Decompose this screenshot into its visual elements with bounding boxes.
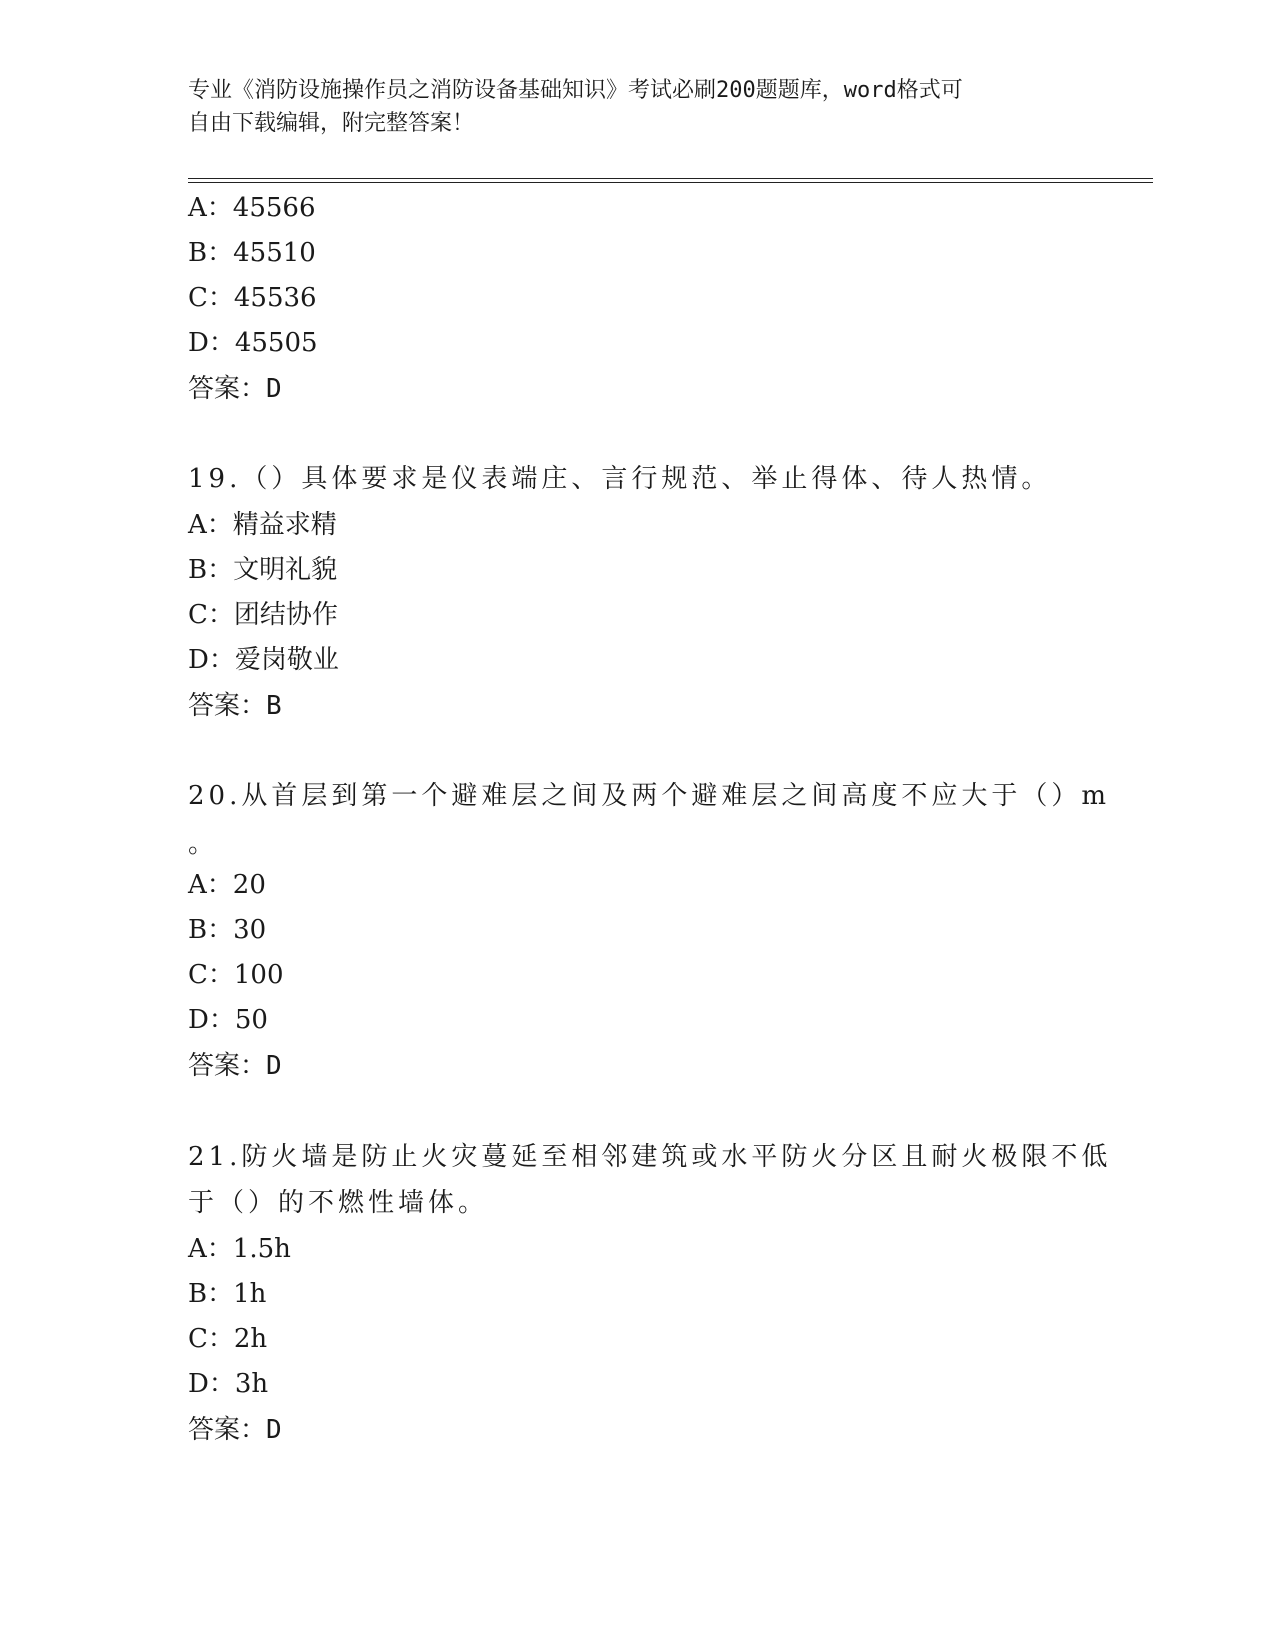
header-divider <box>188 178 1153 183</box>
document-header <box>188 74 1088 140</box>
header-line-1: 专业《消防设施操作员之消防设备基础知识》考试必刷200题题库，word格式可 <box>188 78 963 103</box>
q21-option-d: D：3h <box>188 1369 269 1399</box>
q20-stem-line-2: 。 <box>188 829 215 859</box>
q19-option-d: D：爱岗敬业 <box>188 645 339 675</box>
q21-option-a: A：1.5h <box>188 1234 291 1264</box>
q20-stem-line-1: 20.从首层到第一个避难层之间及两个避难层之间高度不应大于（）m <box>188 781 1111 811</box>
q18-option-c: C：45536 <box>188 283 317 313</box>
q21-stem-line-2: 于（）的不燃性墙体。 <box>188 1188 489 1218</box>
q20-option-a: A：20 <box>188 870 266 900</box>
q18-option-b: B：45510 <box>188 238 316 268</box>
q20-option-c: C：100 <box>188 960 284 990</box>
q18-option-a: A：45566 <box>188 193 316 223</box>
q19-answer: 答案：B <box>188 691 282 721</box>
q19-option-c: C：团结协作 <box>188 600 338 630</box>
q18-answer: 答案：D <box>188 374 282 404</box>
q21-option-c: C：2h <box>188 1324 268 1354</box>
q19-stem: 19.（）具体要求是仪表端庄、言行规范、举止得体、待人热情。 <box>188 464 1052 494</box>
q20-option-b: B：30 <box>188 915 267 945</box>
q18-option-d: D：45505 <box>188 328 318 358</box>
q19-option-b: B：文明礼貌 <box>188 555 338 585</box>
header-line-2: 自由下载编辑，附完整答案！ <box>188 111 475 136</box>
q21-option-b: B：1h <box>188 1279 267 1309</box>
q21-stem-line-1: 21.防火墙是防止火灾蔓延至相邻建筑或水平防火分区且耐火极限不低 <box>188 1142 1112 1172</box>
q21-answer: 答案：D <box>188 1415 282 1445</box>
q19-option-a: A：精益求精 <box>188 510 337 540</box>
q20-option-d: D：50 <box>188 1005 268 1035</box>
q20-answer: 答案：D <box>188 1051 282 1081</box>
